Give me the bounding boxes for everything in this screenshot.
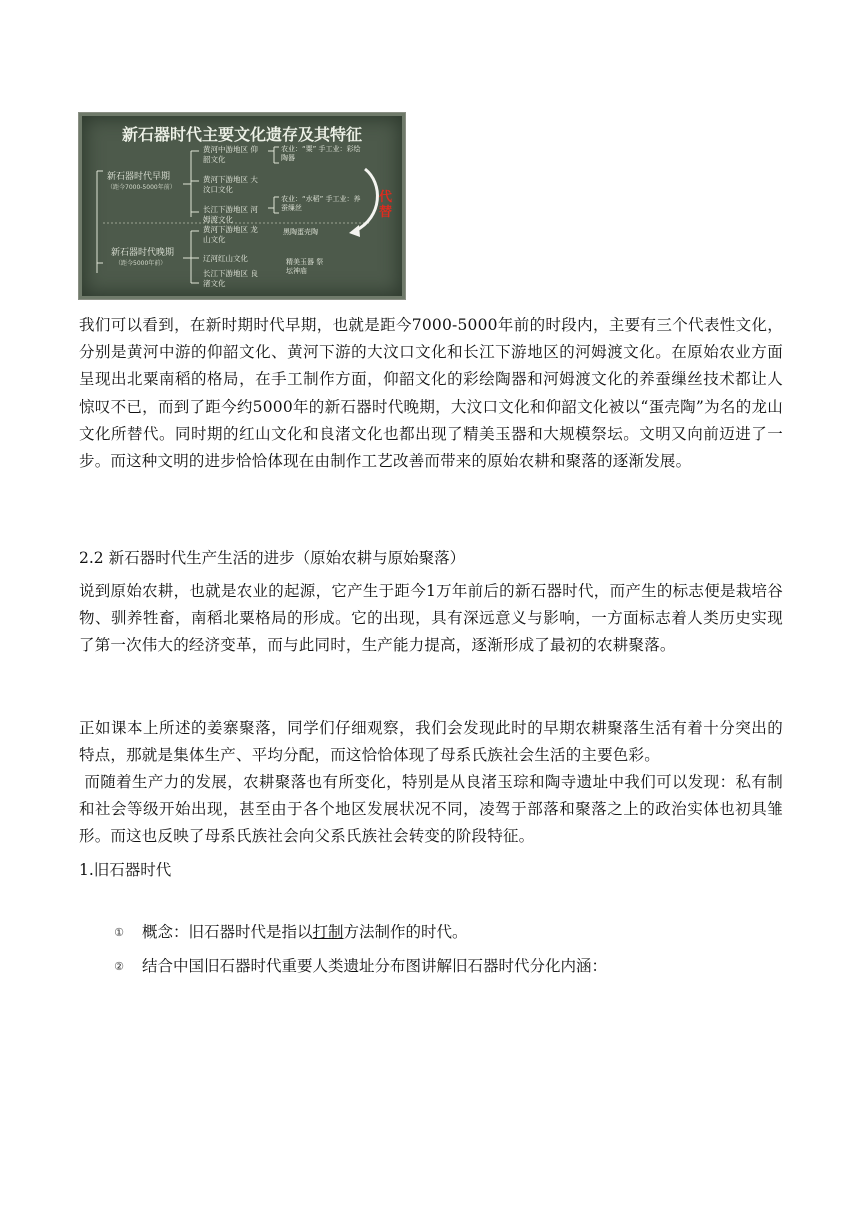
list-number: ② [114, 960, 124, 973]
early-site-3: 长江下游地区 河姆渡文化 [203, 205, 258, 224]
section-heading-1: 1.旧石器时代 [79, 861, 172, 879]
list-text-after: 方法制作的时代。 [343, 923, 468, 941]
underlined-term: 打制 [312, 923, 344, 941]
late-site-1: 黄河下游地区 龙山文化 [203, 225, 258, 244]
neolithic-culture-figure [78, 112, 406, 300]
list-text-before: 概念：旧石器时代是指以 [142, 923, 313, 941]
late-period-label: 新石器时代晚期 [111, 248, 175, 258]
replace-label: 代替 [379, 190, 393, 220]
paragraph-jiangzhai-settlement: 正如课本上所述的姜寨聚落，同学们仔细观察，我们会发现此时的早期农耕聚落生活有着十分突出的特点，那就是集体生产、平均分配，而这恰恰体现了母系氏族社会生活的主要色彩。 [79, 719, 783, 765]
paragraph-social-change: 而随着生产力的发展，农耕聚落也有所变化，特别是从良渚玉琮和陶寺遗址中我们可以发现：私有制和社会等级开始出现，甚至由于各个地区发展状况不同，凌驾于部落和聚落之上的政治实体也初具雏形。而这也反映了母系氏族社会向父系氏族社会转变的阶段特征。 [79, 773, 783, 846]
figure-title: 新石器时代主要文化遗存及其特征 [121, 125, 362, 144]
early-period-dates: （距今7000-5000年前） [107, 184, 176, 191]
section-heading-2-2: 2.2 新石器时代生产生活的进步（原始农耕与原始聚落） [79, 549, 466, 567]
late-site-3: 长江下游地区 良渚文化 [203, 269, 258, 288]
list-item-concept [108, 919, 468, 946]
longshan-note: 黑陶蛋壳陶 [283, 228, 318, 236]
early-period-label: 新石器时代早期 [107, 172, 171, 182]
early-site-1: 黄河中游地区 仰韶文化 [203, 145, 258, 164]
paragraph-neolithic-cultures: 我们可以看到，在新时期时代早期，也就是距今7000-5000年前的时段内，主要有三个代表性文化，分别是黄河中游的仰韶文化、黄河下游的大汶口文化和长江下游地区的河姆渡文化。在原始农业方面呈现出北粟南稻的格局，在手工制作方面，仰韶文化的彩绘陶器和河姆渡文化的养蚕缫丝技术都让人惊叹不已，而到了距今约5000年的新石器时代晚期，大汶口文化和仰韶文化被以“蛋壳陶”为名的龙山文化所替代。同时期的红山文化和良渚文化也都出现了精美玉器和大规模祭坛。文明又向前迈进了一步。而这种文明的进步恰恰体现在由制作工艺改善而带来的原始农耕和聚落的逐渐发展。 [79, 316, 783, 471]
list-number: ① [114, 926, 124, 939]
south-notes: 农业：“水稻” 手工业：养蚕缫丝 [281, 195, 361, 212]
late-site-2: 辽河红山文化 [203, 254, 248, 263]
list-item-map-explanation [108, 953, 607, 980]
north-notes: 农业：“粟” 手工业：彩绘陶器 [281, 145, 361, 162]
late-note: 精美玉器 祭坛神庙 [286, 258, 324, 275]
paragraph-primitive-agriculture: 说到原始农耕，也就是农业的起源，它产生于距今1万年前后的新石器时代，而产生的标志便是栽培谷物、驯养牲畜，南稻北粟格局的形成。它的出现，具有深远意义与影响，一方面标志着人类历史实现了第一次伟大的经济变革，而与此同时，生产能力提高，逐渐形成了最初的农耕聚落。 [79, 582, 783, 655]
late-period-dates: （距今5000年前） [115, 260, 167, 267]
list-text: 结合中国旧石器时代重要人类遗址分布图讲解旧石器时代分化内涵： [142, 957, 608, 975]
early-site-2: 黄河下游地区 大汶口文化 [203, 175, 258, 194]
